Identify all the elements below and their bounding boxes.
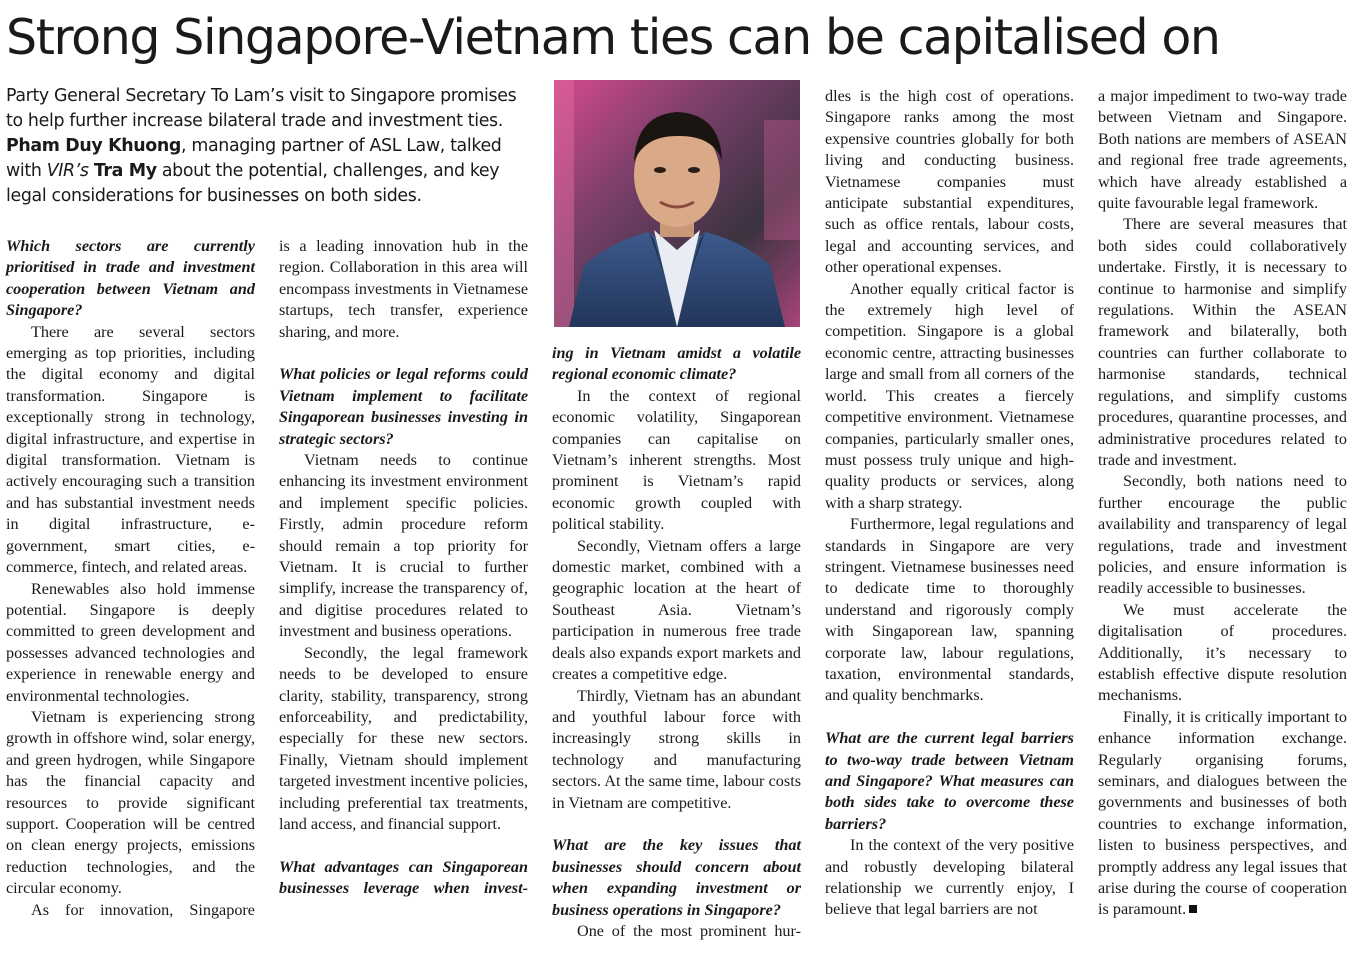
reporter-name: Tra My [93,161,157,181]
paragraph: As for innovation, Singapore [31,900,255,919]
headline: Strong Singapore-Vietnam ties can be capitalised on [6,9,1220,66]
paragraph: In the context of regional economic volatility, Singaporean companies can capitalise on Vietnam’s inherent strengths. Most prominent is Vietnam’s rapid economic growth coupled with political stability. [552,386,801,534]
article-column-5 [1098,86,1347,921]
paragraph: Thirdly, Vietnam has an abundant and youthful labour force with increasingly strong skills in technology and manufacturing sectors. At the same time, labour costs in Vietnam are competitive. [552,686,801,812]
standfirst-mid: , managing partner of ASL Law, talked with [6,136,502,181]
paragraph: is a leading innovation hub in the region. Collaboration in this area will encompass investments in Vietnamese startups, tech transfer, experience sharing, and more. [279,237,528,341]
paragraph: dles is the high cost of operations. Singapore ranks among the most expensive countries globally for both living and conducting business. Vietnamese companies must anticipate substantial expenditures, such as office rentals, labour costs, legal and accounting services, and other operational expenses. [825,87,1074,277]
paragraph: Secondly, both nations need to further encourage the public availability and transparency of legal regulations, trade and investment policies, and ensure information is readily accessible to businesses. [1098,472,1347,598]
paragraph: Furthermore, legal regulations and standards in Singapore are very stringent. Vietnamese businesses need to dedicate time to thoroughly understand and rigorously comply with Singaporean law, spanning corporate law, labour regulations, taxation, environmental standards, and quality benchmarks. [825,515,1074,705]
paragraph: Vietnam needs to continue enhancing its investment environment and implement specific policies. Firstly, admin procedure reform should remain a top priority for Vietnam. It is crucial to further simplify, increase the transparency of, and digitise procedures related to investment and business operations. [279,451,528,641]
article-column-4 [825,86,1074,921]
paragraph: Secondly, the legal framework needs to be developed to ensure clarity, stability, transparency, strong enforceability, and predictability, especially for these new sectors. Finally, Vietnam should implement targeted investment incentive policies, including preferential tax treatments, land access, and financial support. [279,643,528,833]
standfirst-tail: about the potential, challenges, and key legal considerations for businesses on both sides. [6,161,500,206]
paragraph: Secondly, Vietnam offers a large domestic market, combined with a geographic location at the heart of Southeast Asia. Vietnam’s participation in numerous free trade deals also expands export markets and creates a competitive edge. [552,536,801,684]
paragraph: Renewables also hold immense potential. Singapore is deeply committed to green development and possesses advanced technologies and experience in renewable energy and environmental technologies. [6,579,255,705]
question-heading: What policies or legal reforms could Vietnam implement to facilitate Singaporean businesses investing in strategic sectors? [279,365,528,448]
paragraph: We must accelerate the digitalisation of procedures. Additionally, it’s necessary to establish effective dispute resolution mechanisms. [1098,600,1347,705]
paragraph: Vietnam is experiencing strong growth in offshore wind, solar energy, and green hydrogen, while Singapore has the financial capacity and resources to provide significant support. Cooperation will be centred on clean energy projects, emissions reduction technologies, and the circular economy. [6,707,255,898]
article-column-3 [552,343,801,942]
question-heading: Which sectors are currently prioritised in trade and investment cooperation between Vietnam and Singapore? [6,237,255,320]
portrait-illustration [554,80,800,327]
question-heading: What are the current legal barriers to two-way trade between Vietnam and Singapore? What measures can both sides take to overcome these barriers? [825,729,1074,833]
end-mark-icon [1189,905,1197,913]
paragraph: There are several measures that both sides could collaboratively undertake. Firstly, it is necessary to continue to harmonise and simplify regulations. Within the ASEAN framework and bilaterally, both countries can further collaborate to harmonise standards, technical regulations, and simplify customs procedures, quarantine processes, and administrative procedures related to trade and investment. [1098,215,1347,469]
question-heading: What are the key issues that businesses should concern about when expanding investment or business operations in Singapore? [552,836,801,919]
paragraph: a major impediment to two-way trade between Vietnam and Singapore. Both nations are members of ASEAN and regional free trade agreements, which have already established a quite favourable legal framework. [1098,87,1347,213]
question-heading: What advantages can Singaporean businesses leverage when invest- [279,857,528,898]
final-paragraph-text: Finally, it is critically important to enhance information exchange. Regularly organising forums, seminars, and dialogues between the governments and businesses of both countries to exchange information, listen to business perspectives, and promptly address any legal issues that arise during the course of cooperation is paramount. [1098,707,1347,919]
standfirst-intro: Party General Secretary To Lam’s visit to Singapore promises to help further increase bilateral trade and investment ties. [6,86,517,131]
paragraph: There are several sectors emerging as top priorities, including the digital economy and digital transformation. Singapore is exceptionally strong in technology, digital infrastructure, and expertise in digital transformation. Vietnam is actively encouraging such a transition and has substantial investment needs in digital infrastructure, e-government, smart cities, e-commerce, fintech, and related areas. [6,322,255,577]
interviewee-name: Pham Duy Khuong [6,136,182,156]
outlet-name: VIR’s [46,161,89,181]
paragraph: One of the most prominent hur- [577,921,801,940]
paragraph [1098,707,1347,921]
question-heading: ing in Vietnam amidst a volatile regional economic climate? [552,344,801,384]
paragraph: Another equally critical factor is the extremely high level of competition. Singapore is a global economic centre, attracting businesses large and small from all corners of the world. This creates a fiercely competitive environment. Vietnamese companies, particularly smaller ones, must possess truly unique and high-quality products or services, along with a sharp strategy. [825,279,1074,512]
portrait-photo [554,80,800,327]
article-column-2 [279,236,528,900]
paragraph: In the context of the very positive and robustly developing bilateral relationship we currently enjoy, I believe that legal barriers are not [825,836,1074,919]
article-column-1 [6,236,255,921]
standfirst [6,84,530,209]
